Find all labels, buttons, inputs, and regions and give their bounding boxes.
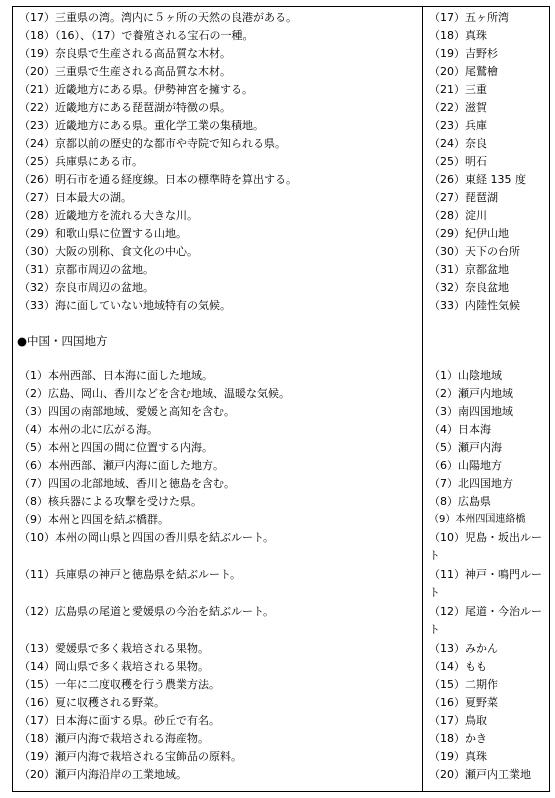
question-text: （23）近畿地方にある県。重化学工業の集積地。	[19, 119, 264, 132]
answer-text: （4）日本海	[429, 423, 491, 436]
question-text: （21）近畿地方にある県。伊勢神宮を擁する。	[19, 83, 253, 96]
answer-text: （17）五ヶ所湾	[429, 11, 509, 24]
section-heading: ●中国・四国地方	[17, 334, 108, 348]
question-text: （16）夏に収穫される野菜。	[19, 696, 165, 709]
answer-text: （25）明石	[429, 155, 487, 168]
answer-text: （2）瀬戸内地域	[429, 387, 513, 400]
column-divider	[422, 7, 423, 791]
answer-text: （26）東経 135 度	[429, 173, 526, 186]
answer-text: （11）神戸・鳴門ルート	[429, 568, 542, 599]
question-text: （31）京都市周辺の盆地。	[19, 263, 154, 276]
question-text: （4）本州の北に広がる海。	[19, 423, 158, 436]
question-text: （15）一年に二度収穫を行う農業方法。	[19, 678, 220, 691]
question-text: （20）三重県で生産される高品質な木材。	[19, 65, 231, 78]
answer-text: （28）淀川	[429, 209, 487, 222]
answer-text: （12）尾道・今治ルート	[429, 605, 542, 636]
answer-text: （31）京都盆地	[429, 263, 509, 276]
question-text: （19）瀬戸内海で栽培される宝飾品の原料。	[19, 750, 242, 763]
question-text: （25）兵庫県にある市。	[19, 155, 143, 168]
answer-text: （17）鳥取	[429, 714, 487, 727]
question-text: （9）本州と四国を結ぶ橋群。	[19, 513, 169, 526]
answer-text: （1）山陰地域	[429, 369, 502, 382]
answer-text: （23）兵庫	[429, 119, 487, 132]
answer-text: （8）広島県	[429, 495, 491, 508]
question-text: （20）瀬戸内海沿岸の工業地域。	[19, 768, 187, 781]
question-text: （11）兵庫県の神戸と徳島県を結ぶルート。	[19, 568, 242, 581]
question-text: （33）海に面していない地域特有の気候。	[19, 299, 231, 312]
question-text: （10）本州の岡山県と四国の香川県を結ぶルート。	[19, 531, 275, 544]
answer-text: （18）かき	[429, 732, 487, 745]
question-text: （14）岡山県で多く栽培される果物。	[19, 660, 209, 673]
question-text: （29）和歌山県に位置する山地。	[19, 227, 187, 240]
question-text: （7）四国の北部地域、香川と徳島を含む。	[19, 477, 235, 490]
answer-text: （7）北四国地方	[429, 477, 513, 490]
answer-text: （30）天下の台所	[429, 245, 520, 258]
answer-text: （18）真珠	[429, 29, 487, 42]
answer-text: （24）奈良	[429, 137, 487, 150]
question-text: （24）京都以前の歴史的な都市や寺院で知られる県。	[19, 137, 286, 150]
question-text: （28）近畿地方を流れる大きな川。	[19, 209, 198, 222]
answer-text: （27）琵琶湖	[429, 191, 498, 204]
answer-text: （5）瀬戸内海	[429, 441, 502, 454]
question-text: （27）日本最大の湖。	[19, 191, 132, 204]
question-text: （30）大阪の別称、食文化の中心。	[19, 245, 198, 258]
question-text: （17）日本海に面する県。砂丘で有名。	[19, 714, 220, 727]
answer-text: （9）本州四国連絡橋	[429, 514, 526, 525]
question-text: （19）奈良県で生産される高品質な木材。	[19, 47, 231, 60]
question-text: （8）核兵器による攻撃を受けた県。	[19, 495, 202, 508]
answer-text: （13）みかん	[429, 642, 498, 655]
question-text: （13）愛媛県で多く栽培される果物。	[19, 642, 209, 655]
answer-text: （29）紀伊山地	[429, 227, 509, 240]
answer-text: （15）二期作	[429, 678, 498, 691]
question-text: （22）近畿地方にある琵琶湖が特徴の県。	[19, 101, 231, 114]
answer-text: （19）真珠	[429, 750, 487, 763]
answer-text: （33）内陸性気候	[429, 299, 520, 312]
answer-text: （19）吉野杉	[429, 47, 498, 60]
answer-text: （16）夏野菜	[429, 696, 498, 709]
answer-text: （32）奈良盆地	[429, 281, 509, 294]
answer-text: （10）児島・坂出ルート	[429, 531, 542, 562]
question-text: （18）瀬戸内海で栽培される海産物。	[19, 732, 209, 745]
question-text: （18）（16）、（17）で養殖される宝石の一種。	[19, 29, 254, 42]
question-text: （5）本州と四国の間に位置する内海。	[19, 441, 213, 454]
question-text: （3）四国の南部地域、愛媛と高知を含む。	[19, 405, 235, 418]
answer-text: （6）山陽地方	[429, 459, 502, 472]
answer-text: （20）尾鷲檜	[429, 65, 498, 78]
question-text: （12）広島県の尾道と愛媛県の今治を結ぶルート。	[19, 605, 275, 618]
answer-text: （14）もも	[429, 660, 487, 673]
qa-table	[12, 6, 550, 792]
answer-text: （3）南四国地域	[429, 405, 513, 418]
question-text: （2）広島、岡山、香川などを含む地域、温暖な気候。	[19, 387, 290, 400]
question-text: （1）本州西部、日本海に面した地域。	[19, 369, 213, 382]
question-text: （6）本州西部、瀬戸内海に面した地方。	[19, 459, 224, 472]
answer-text: （22）滋賀	[429, 101, 487, 114]
question-text: （17）三重県の湾。湾内に５ヶ所の天然の良港がある。	[19, 11, 297, 24]
question-text: （26）明石市を通る経度線。日本の標準時を算出する。	[19, 173, 297, 186]
answer-text: （20）瀬戸内工業地	[429, 768, 531, 781]
question-text: （32）奈良市周辺の盆地。	[19, 281, 154, 294]
answer-text: （21）三重	[429, 83, 487, 96]
